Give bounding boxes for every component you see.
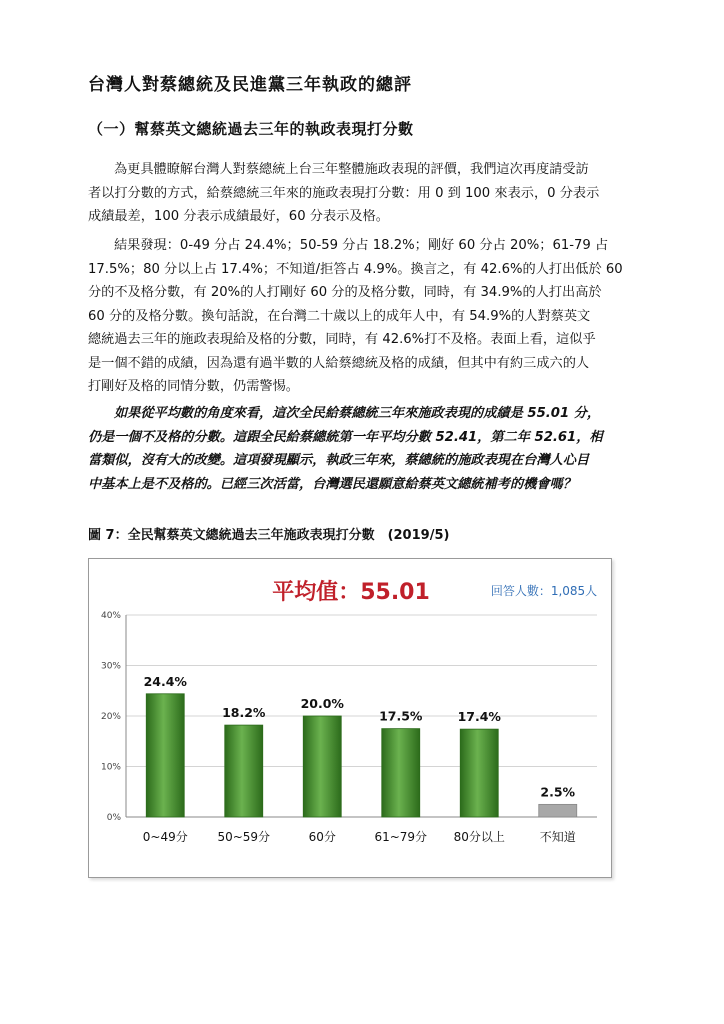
x-category-label: 不知道 bbox=[539, 830, 576, 844]
bar-chart bbox=[89, 559, 610, 876]
bar-value-label: 24.4% bbox=[143, 673, 187, 689]
bar-chart-frame bbox=[88, 558, 612, 878]
paragraph-line: 當類似，沒有大的改變。這項發現顯示，執政三年來，蔡總統的施政表現在台灣人心目 bbox=[88, 453, 590, 468]
x-category-label: 60分 bbox=[308, 830, 336, 844]
respondent-count: 回答人數：1,085人 bbox=[490, 584, 598, 598]
bar bbox=[303, 716, 341, 817]
paragraph-line: 為更具體瞭解台灣人對蔡總統上台三年整體施政表現的評價，我們這次再度請受訪 bbox=[114, 162, 589, 177]
chart-title: 平均值：55.01 bbox=[272, 580, 430, 605]
y-tick-label: 30% bbox=[100, 661, 121, 672]
x-category-label: 80分以上 bbox=[453, 830, 505, 844]
bar-value-label: 2.5% bbox=[540, 784, 576, 800]
x-category-label: 50~59分 bbox=[217, 830, 271, 844]
paragraph-results bbox=[88, 234, 648, 399]
paragraph-line: 17.5%；80 分以上占 17.4%；不知道/拒答占 4.9%。換言之，有 42.6%的人打出低於 60 bbox=[88, 261, 623, 277]
paragraph-line: 打剛好及格的同情分數，仍需警惕。 bbox=[88, 379, 299, 394]
bar-value-label: 18.2% bbox=[222, 705, 266, 721]
bar bbox=[460, 729, 498, 817]
bar bbox=[225, 725, 263, 817]
paragraph-line: 成績最差，100 分表示成績最好，60 分表示及格。 bbox=[88, 209, 389, 224]
x-category-label: 61~79分 bbox=[374, 830, 428, 844]
y-tick-label: 40% bbox=[100, 611, 121, 621]
section-heading: 台灣人對蔡總統及民進黨三年執政的總評 bbox=[88, 75, 412, 95]
paragraph-line: 仍是一個不及格的分數。這跟全民給蔡總統第一年平均分數 52.41，第二年 52.61，相 bbox=[88, 429, 603, 445]
paragraph-line: 60 分的及格分數。換句話說，在台灣二十歲以上的成年人中，有 54.9%的人對蔡英文 bbox=[88, 308, 591, 324]
bar bbox=[146, 694, 184, 817]
figure-caption: 圖 7：全民幫蔡英文總統過去三年施政表現打分數 (2019/5) bbox=[88, 528, 450, 543]
paragraph-line: 總統過去三年的施政表現給及格的分數，同時，有 42.6%打不及格。表面上看，這似乎 bbox=[88, 332, 596, 347]
subsection-heading: （一）幫蔡英文總統過去三年的執政表現打分數 bbox=[88, 120, 414, 138]
bar-value-label: 20.0% bbox=[300, 696, 344, 711]
paragraph-line: 結果發現：0-49 分占 24.4%；50-59 分占 18.2%；剛好 60 分占 20%；61-79 占 bbox=[114, 238, 609, 253]
paragraph-line: 分的不及格分數，有 20%的人打剛好 60 分的及格分數，同時，有 34.9%的人打出高於 bbox=[88, 285, 602, 300]
paragraph-line: 是一個不錯的成績，因為還有過半數的人給蔡總統及格的成績，但其中有約三成六的人 bbox=[88, 355, 590, 371]
paragraph-line: 中基本上是不及格的。已經三次活當，台灣選民還願意給蔡英文總統補考的機會嗎？ bbox=[88, 476, 576, 492]
x-category-label: 0~49分 bbox=[142, 830, 188, 844]
paragraph-line: 如果從平均數的角度來看，這次全民給蔡總統三年來施政表現的成績是 55.01 分， bbox=[114, 406, 601, 421]
y-tick-label: 10% bbox=[100, 762, 121, 773]
paragraph-line: 者以打分數的方式，給蔡總統三年來的施政表現打分數：用 0 到 100 來表示，0 分表示 bbox=[88, 185, 600, 201]
bar-value-label: 17.4% bbox=[457, 709, 501, 725]
paragraph-method bbox=[88, 158, 648, 229]
bar bbox=[382, 729, 420, 817]
bar-value-label: 17.5% bbox=[379, 708, 423, 724]
y-tick-label: 0% bbox=[106, 813, 121, 823]
bar bbox=[539, 804, 577, 817]
y-tick-label: 20% bbox=[100, 712, 121, 722]
paragraph-average bbox=[88, 402, 648, 496]
